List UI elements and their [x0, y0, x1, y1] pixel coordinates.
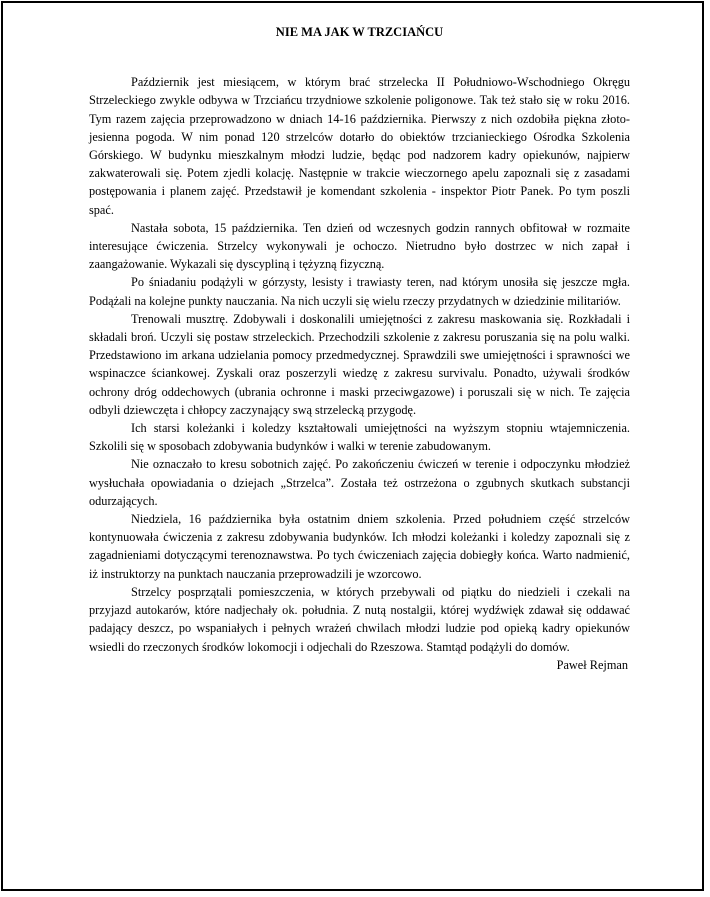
document-body: [89, 23, 630, 674]
paragraph: Nie oznaczało to kresu sobotnich zajęć. Po zakończeniu ćwiczeń w terenie i odpoczynku młodzież wysłuchała opowiadania o dziejach „Strzelca”. Została też ostrzeżona o zgubnych skutkach substancji odurzających.: [89, 457, 630, 508]
paragraph: Ich starsi koleżanki i koledzy kształtowali umiejętności na wyższym stopniu wtajemniczenia. Szkolili się w sposobach zdobywania budynków i walki w terenie zabudowanym.: [89, 421, 630, 454]
paragraph: Trenowali musztrę. Zdobywali i doskonalili umiejętności z zakresu maskowania się. Rozkładali i składali broń. Uczyli się postaw strzeleckich. Przechodzili szkolenie z zakresu poruszania się na polu walki. Przedstawiono im arkana udzielania pomocy przedmedycznej. Sprawdzili swe umiejętności i sprawności we wspinaczce ściankowej. Zyskali oraz poszerzyli wiedzę z zakresu survivalu. Ponadto, używali środków ochrony dróg oddechowych (ubrania ochronne i maski przeciwgazowe) i poruszali się w nich. Te zajęcia odbyli dziewczęta i chłopcy zaczynający swą strzelecką przygodę.: [89, 311, 630, 417]
paragraph: Niedziela, 16 października była ostatnim dniem szkolenia. Przed południem część strzelców kontynuowała ćwiczenia z zakresu zdobywania budynków. Ich młodzi koleżanki i koledzy zapoznali się z zagadnieniami dotyczącymi terenoznawstwa. Po tych ćwiczeniach zajęcia dobiegły końca. Warto nadmienić, iż instruktorzy na punktach nauczania przeprowadzili je wzorcowo.: [89, 512, 630, 581]
author-signature: Paweł Rejman: [556, 657, 628, 672]
paragraph: Po śniadaniu podążyli w górzysty, lesisty i trawiasty teren, nad którym unosiła się jeszcze mgła. Podążali na kolejne punkty nauczania. Na nich uczyli się wielu rzeczy przydatnych w dziedzinie militariów.: [89, 275, 630, 308]
document-title: NIE MA JAK W TRZCIAŃCU: [275, 25, 444, 39]
paragraph: Nastała sobota, 15 października. Ten dzień od wczesnych godzin rannych obfitował w rozmaite interesujące ćwiczenia. Strzelcy wykonywali je ochoczo. Nietrudno było dostrzec w nich zapał i zaangażowanie. Wykazali się dyscypliną i tężyzną fizyczną.: [89, 220, 630, 272]
document-page: [1, 1, 704, 891]
paragraph: Październik jest miesiącem, w którym brać strzelecka II Południowo-Wschodniego Okręgu Strzeleckiego zwykle odbywa w Trzciańcu trzydniowe szkolenie poligonowe. Tak też stało się w roku 2016. Tym razem zajęcia przeprowadzono w dniach 14-16 października. Pierwszy z nich ozdobiła piękna złoto-jesienna pogoda. W nim ponad 120 strzelców dotarło do obiektów trzcianieckiego Ośrodka Szkolenia Górskiego. W budynku mieszkalnym młodzi ludzie, będąc pod nadzorem kadry opiekunów, najpierw zakwaterowali się. Potem zjedli kolację. Następnie w trakcie wieczornego apelu zapoznali się z zasadami postępowania i planem zajęć. Przedstawił je komendant szkolenia - inspektor Piotr Panek. Po tym poszli spać.: [89, 75, 630, 217]
paragraph: Strzelcy posprzątali pomieszczenia, w których przebywali od piątku do niedzieli i czekali na przyjazd autokarów, które nadjechały ok. południa. Z nutą nostalgii, której wydźwięk zdawał się oddawać padający deszcz, po wspaniałych i pełnych wrażeń chwilach młodzi ludzie pod opieką kadry opiekunów wsiedli do rzeczonych środków lokomocji i odjechali do Rzeszowa. Stamtąd podążyli do domów.: [89, 584, 630, 654]
